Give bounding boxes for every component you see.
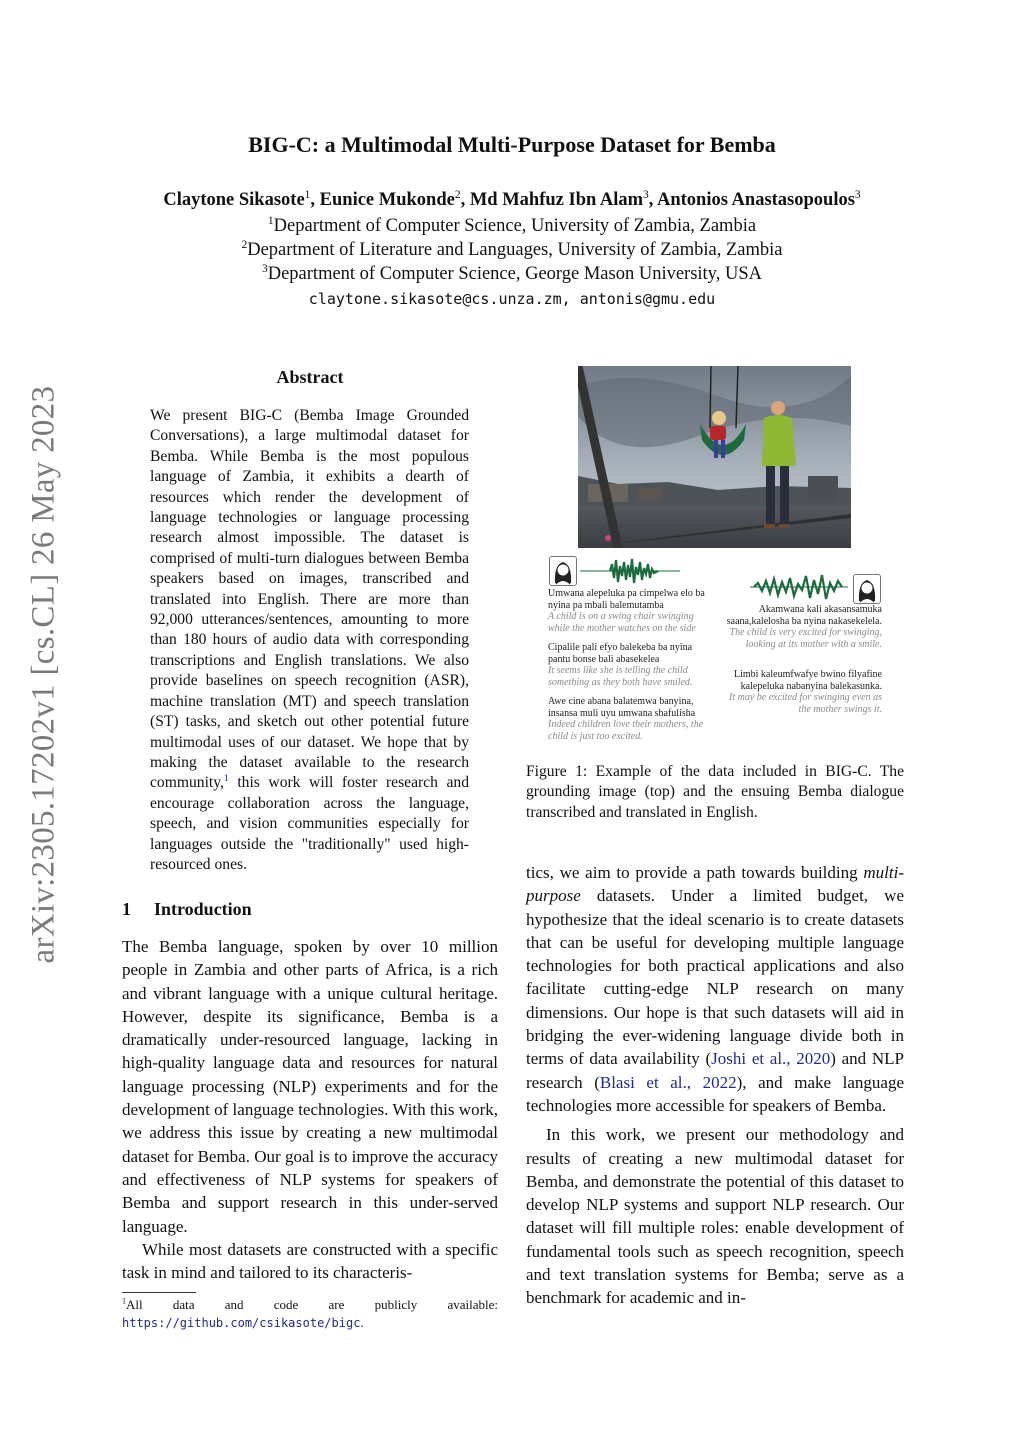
section-title: Introduction xyxy=(154,899,252,919)
english-translation: Indeed children love their mothers, the child is just too excited. xyxy=(548,719,704,742)
affiliation-number: 1 xyxy=(267,214,274,227)
paper-title: BIG-C: a Multimodal Multi-Purpose Dataset for Bemba xyxy=(248,132,776,157)
bemba-utterance: Cipalile pali efyo balekeba ba nyina pantu bonse bali abasekelea xyxy=(548,642,693,665)
author-name: Eunice Mukonde xyxy=(319,190,455,210)
speaker-avatar xyxy=(549,556,577,586)
paragraph: While most datasets are constructed with a specific task in mind and tailored to its characteris- xyxy=(122,1239,498,1283)
text-run: ) and NLP research ( xyxy=(526,1049,904,1092)
abstract-body xyxy=(150,406,469,875)
arxiv-identifier: arXiv:2305.17202v1 [cs.CL] 26 May 2023 xyxy=(25,385,62,964)
affiliation xyxy=(0,216,1024,237)
dialogue-turn xyxy=(720,669,882,715)
bemba-utterance: Umwana alepeluka pa cimpelwa elo ba nyina pa mbali balemutamba xyxy=(548,588,705,611)
author-affiliation-mark: 3 xyxy=(854,188,861,201)
footnote-link[interactable]: 1 xyxy=(223,773,229,785)
author-name: Antonios Anastasopoulos xyxy=(657,190,855,210)
abstract-text: We present BIG-C (Bemba Image Grounded Conversations), a large multimodal dataset for Bemba. While Bemba is the most populous language of Zambia, it exhibits a dearth of resources which render the development of language technologies or language processing research almost impossible. The dataset is comprised of multi-turn dialogues between Bemba speakers based on images, transcribed and translated into English. There are more than 92,000 utterances/sentences, amounting to more than 180 hours of audio data with corresponding transcriptions and English translations. We also provide baselines on speech recognition (ASR), machine translation (MT) and speech translation (ST) tasks, and sketch out other potential future multimodal uses of our dataset. We hope that by making the dataset available to the research community, xyxy=(150,407,469,792)
swing-photo xyxy=(578,366,851,548)
woman-avatar-icon xyxy=(550,557,576,585)
bemba-utterance: Awe cine abana balatemwa banyina, insansa muli uyu umwana shafulisha xyxy=(548,696,696,719)
footnote-url-link[interactable]: https://github.com/csikasote/bigc xyxy=(122,1316,361,1330)
emphasis: multi-purpose xyxy=(526,863,904,906)
intro-left-column xyxy=(122,935,498,1284)
english-translation: A child is on a swing chair swinging while the mother watches on the side xyxy=(548,611,696,634)
author-affiliation-mark: 2 xyxy=(454,188,461,201)
speaker-avatar xyxy=(853,574,881,604)
abstract-heading: Abstract xyxy=(276,367,344,387)
text-run: tics, we aim to provide a path towards building xyxy=(526,863,864,882)
dialogue-turn xyxy=(548,696,708,742)
english-translation: It may be excited for swinging even as the mother swings it. xyxy=(728,692,882,715)
affiliation-number: 2 xyxy=(241,238,248,251)
footnote-punct: . xyxy=(360,1315,364,1330)
bemba-utterance: Akamwana kali akasansamuka saana,kalelosha ba nyina nakasekelela. xyxy=(726,604,882,627)
affiliation-number: 3 xyxy=(262,262,268,275)
citation-link[interactable]: Blasi et al., 2022 xyxy=(599,1072,737,1092)
author-name: Md Mahfuz Ibn Alam xyxy=(469,190,644,210)
author-name: Claytone Sikasote xyxy=(163,190,305,210)
section-heading xyxy=(122,899,252,920)
dialogue-turn xyxy=(548,642,708,688)
woman-avatar-icon xyxy=(854,575,880,603)
english-translation: The child is very excited for swinging, looking at its mother with a smile. xyxy=(729,627,882,650)
author-emails: claytone.sikasote@cs.unza.zm, antonis@gmu.edu xyxy=(308,290,716,308)
english-translation: It seems like she is telling the child something as they both have smiled. xyxy=(548,665,693,688)
audio-waveform-icon xyxy=(750,572,848,602)
affiliation-text: Department of Computer Science, University of Zambia, Zambia xyxy=(273,216,757,236)
bemba-utterance: Limbi kaleumfwafye bwino filyafine kalepeluka nabanyina balekasunka. xyxy=(733,669,882,692)
section-number: 1 xyxy=(122,899,131,919)
author-affiliation-mark: 1 xyxy=(304,188,311,201)
intro-right-column xyxy=(526,861,904,1310)
author-list: Claytone Sikasote$^1$, Eunice Mukonde$^2$, Md Mahfuz Ibn Alam$^3$, Antonios Anastasopoulos$^3$ xyxy=(163,188,861,210)
affiliation-text: Department of Computer Science, George Mason University, USA xyxy=(267,264,762,284)
audio-waveform-icon xyxy=(580,556,680,586)
citation-link[interactable]: Joshi et al., 2020 xyxy=(711,1049,831,1069)
paragraph: The Bemba language, spoken by over 10 million people in Zambia and other parts of Africa, is a rich and vibrant language with a unique cultural heritage. However, despite its significance, Bemba is a dramatically under-resourced language, lacking in high-quality language data and resources for natural language processing (NLP) experiments and for the development of language technologies. With this work, we address this issue by creating a new multimodal dataset for Bemba. Our goal is to improve the accuracy and effectiveness of NLP systems for speakers of Bemba and support research in this under-served language. xyxy=(122,937,498,1236)
abstract-text: this work will foster research and encourage collaboration across the language, speech, and vision communities especially for languages outside the "traditionally" used high-resourced ones. xyxy=(150,774,469,873)
text-run: ), and make language technologies more accessible for speakers of Bemba. xyxy=(526,1072,905,1115)
paragraph: In this work, we present our methodology and results of creating a new multimodal dataset for Bemba, and demonstrate the potential of this dataset to develop NLP systems and support NLP research. Our dataset will fill multiple roles: enable development of fundamental tools such as speech recognition, speech and text translation systems for Bemba; serve as a benchmark for academic and in- xyxy=(526,1125,904,1308)
dialogue-turn xyxy=(548,588,708,634)
paragraph xyxy=(526,861,904,1117)
figure-caption: Figure 1: Example of the data included in BIG-C. The grounding image (top) and the ensuing Bemba dialogue transcribed and translated in English. xyxy=(526,763,904,821)
affiliation xyxy=(0,240,1024,261)
footnote-text: All data and code are publicly available: xyxy=(126,1297,498,1312)
text-run: datasets. Under a limited budget, we hypothesize that the ideal scenario is to create datasets that can be useful for developing multiple language technologies for both practical applications and also facilitate cutting-edge NLP research on many dimensions. Our hope is that such datasets will aid in bridging the ever-widening language divide both in terms of data availability ( xyxy=(526,886,904,1069)
affiliation xyxy=(0,264,1024,285)
dialogue-turn xyxy=(720,604,882,650)
affiliation-text: Department of Literature and Languages, University of Zambia, Zambia xyxy=(247,240,783,260)
author-affiliation-mark: 3 xyxy=(643,188,649,201)
figure-photo xyxy=(578,366,851,548)
footnote-mark: 1 xyxy=(122,1296,127,1306)
footnote xyxy=(122,1296,498,1332)
footnote-rule xyxy=(122,1292,196,1293)
